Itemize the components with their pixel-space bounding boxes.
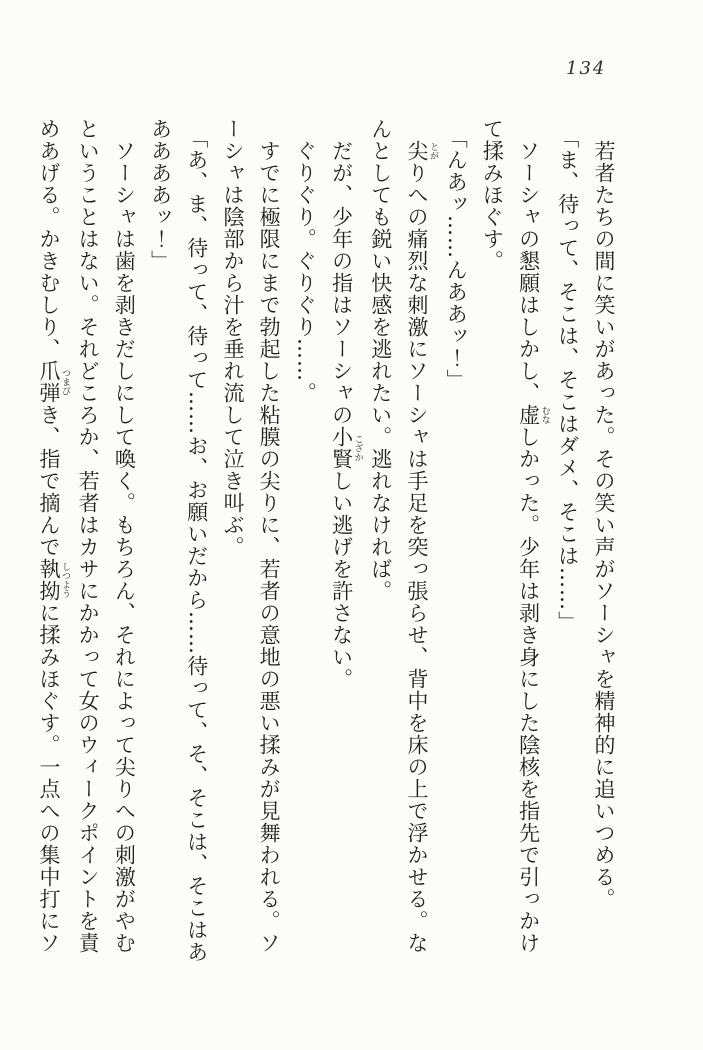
text-line: ということはない。それどころか、若者はカサにかかって女のウィークポイントを責 <box>76 118 101 954</box>
furigana-text: むな <box>539 404 550 426</box>
text-line: 「ま、待って、そこは、そこはダメ、そこは……」 <box>555 127 580 633</box>
text-block <box>31 118 622 963</box>
text-line: すでに極限にまで勃起した粘膜の尖りに、若者の意地の悪い揉みが見舞われる。ソ <box>257 140 282 954</box>
text-line: 「あ、ま、待って、待って……お、お願いだから……待って、そ、そこは、そこはあ <box>184 127 209 963</box>
text-line: ソーシャの懇願はしかし、虚 むなしかった。少年は剥き身にした陰核を指先で引っかけ <box>516 140 550 954</box>
furigana-text: とが <box>427 140 438 162</box>
text-line: 若者たちの間に笑いがあった。その笑い声がソーシャを精神的に追いつめる。 <box>592 140 616 910</box>
text-line: めあげる。かきむしり、爪弾 つまびき、指で摘んで執拗 しつように揉みほぐす。一点への集中打にソ <box>36 118 70 954</box>
text-line: 「んあッ……んああッ！」 <box>444 127 469 391</box>
furigana-text: しつよう <box>59 558 70 602</box>
furigana-text: つまび <box>59 360 70 404</box>
furigana-text: こざか <box>352 426 363 470</box>
text-line: 尖 とがりへの痛烈な刺激にソーシャは手足を突っ張らせ、背中を床の上で浮かせる。な <box>404 140 438 954</box>
page-number: 134 <box>566 58 607 79</box>
furigana-ruby: 虚 むな <box>516 404 550 426</box>
text-line: んとしても鋭い快感を逃れたい。逃れなければ。 <box>368 118 393 602</box>
furigana-ruby: 小賢 こざか <box>329 426 363 470</box>
furigana-ruby: 爪弾 つまび <box>36 360 70 404</box>
text-line: て揉みほぐす。 <box>480 118 505 272</box>
furigana-ruby: 執拗 しつよう <box>36 558 70 602</box>
text-line: ああああッ！」 <box>148 118 173 272</box>
text-line: ぐりぐり。ぐりぐり……。 <box>293 140 318 404</box>
text-line: ソーシャは歯を剥きだしにして喚く。もちろん、それによって尖りへの刺激がやむ <box>112 140 137 954</box>
furigana-ruby: 尖 とが <box>404 140 438 162</box>
text-line: ーシャは陰部から汁を垂れ流して泣き叫ぶ。 <box>220 118 245 558</box>
text-line: だが、少年の指はソーシャの小賢 こざかしい逃げを許さない。 <box>329 140 363 690</box>
